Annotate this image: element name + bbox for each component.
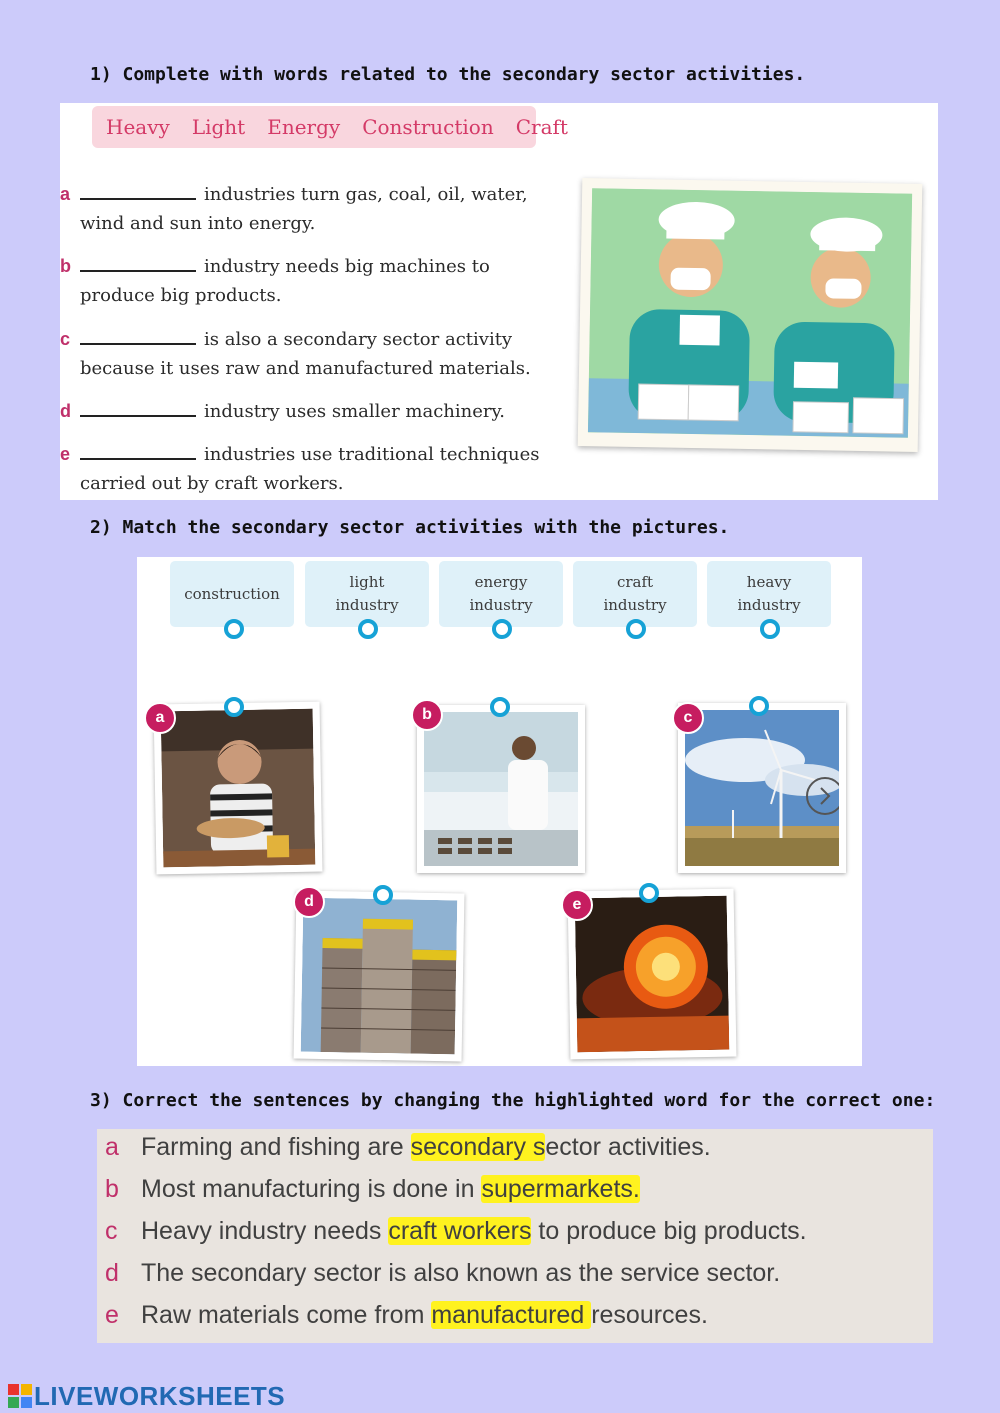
sentence-text: industry needs big machines to (204, 256, 490, 277)
correction-sentence-a (105, 1133, 711, 1162)
building-construction-photo-icon (301, 898, 458, 1055)
tag-label: industry (737, 596, 801, 614)
tag-label: construction (184, 584, 280, 603)
sentence-a (60, 180, 550, 238)
sentence-text: produce big products. (80, 285, 282, 306)
highlighted-word: craft workers (388, 1217, 532, 1245)
word-bank-item: Light (191, 115, 246, 139)
match-dot-picture-a[interactable] (224, 697, 244, 717)
sentence-letter: a (60, 184, 71, 204)
picture-a (154, 702, 323, 875)
sentence-text: resources. (591, 1301, 708, 1329)
sentence-text: is also a secondary sector activity (204, 329, 513, 350)
match-dot-picture-b[interactable] (490, 697, 510, 717)
tag-label: craft (616, 573, 654, 591)
sentence-letter: d (105, 1259, 119, 1287)
sentence-text: to produce big products. (531, 1217, 807, 1245)
sentence-text: because it uses raw and manufactured materials. (80, 358, 531, 379)
sentence-text: industries use traditional techniques (204, 444, 540, 465)
match-dot-craft-industry[interactable] (626, 619, 646, 639)
correction-sentence-b (105, 1175, 640, 1204)
section2-panel (137, 557, 862, 1066)
picture-label-d: d (293, 886, 325, 918)
word-bank-item: Heavy (106, 115, 170, 139)
sentence-text: Farming and fishing are (141, 1133, 411, 1161)
sentence-letter: a (105, 1133, 119, 1161)
sentence-text: Most manufacturing is done in (141, 1175, 482, 1203)
match-dot-picture-e[interactable] (639, 883, 659, 903)
word-bank-item: Craft (515, 115, 568, 139)
tag-energy-industry (439, 561, 563, 627)
section3-panel (97, 1129, 933, 1343)
correction-sentence-c (105, 1217, 807, 1246)
picture-label-a: a (144, 702, 176, 734)
sentence-e (60, 440, 550, 498)
factory-workers-illustration (578, 178, 923, 452)
tag-label: industry (335, 596, 399, 614)
sentence-text: wind and sun into energy. (80, 213, 316, 234)
tag-heavy-industry (707, 561, 831, 627)
sentence-text: The secondary sector is also known as the service sector. (141, 1259, 781, 1287)
word-bank-item: Construction (362, 115, 494, 139)
highlighted-word: manufactured (431, 1301, 592, 1329)
picture-label-e: e (561, 889, 593, 921)
answer-blank-b[interactable] (80, 252, 196, 272)
factory-worker-photo-icon (424, 712, 578, 866)
picture-b (417, 705, 585, 873)
factory-workers-icon (588, 188, 912, 438)
tag-label: energy (474, 573, 528, 591)
tag-craft-industry (573, 561, 697, 627)
sentence-text: industries turn gas, coal, oil, water, (204, 184, 528, 205)
liveworksheets-logo (8, 1381, 285, 1412)
word-bank-item: Energy (267, 115, 341, 139)
match-dot-light-industry[interactable] (358, 619, 378, 639)
tag-label: heavy (746, 573, 792, 591)
sentence-letter: b (105, 1175, 119, 1203)
craft-worker-photo-icon (161, 709, 316, 868)
match-dot-heavy-industry[interactable] (760, 619, 780, 639)
sentence-text: Raw materials come from (141, 1301, 432, 1329)
sentence-letter: d (60, 401, 71, 421)
correction-sentence-e (105, 1301, 708, 1330)
tag-light-industry (305, 561, 429, 627)
sentence-letter: b (60, 256, 71, 276)
sentence-letter: e (60, 444, 71, 464)
tag-construction (170, 561, 294, 627)
sentence-letter: c (105, 1217, 118, 1245)
tag-label: light (349, 573, 385, 591)
picture-label-c: c (672, 702, 704, 734)
picture-d (294, 891, 465, 1062)
section2-heading: 2) Match the secondary sector activities with the pictures. (90, 517, 730, 538)
picture-label-b: b (411, 699, 443, 731)
sentence-letter: c (60, 329, 71, 349)
logo-text: LIVEWORKSHEETS (34, 1381, 286, 1411)
steel-coil-photo-icon (575, 896, 730, 1053)
picture-c (678, 703, 846, 873)
sentence-d (60, 397, 550, 426)
sentence-text: industry uses smaller machinery. (204, 401, 505, 422)
answer-blank-e[interactable] (80, 440, 196, 460)
sentence-text: ector activities. (545, 1133, 711, 1161)
tag-label: industry (469, 596, 533, 614)
answer-blank-a[interactable] (80, 180, 196, 200)
match-dot-picture-d[interactable] (373, 885, 393, 905)
tag-label: industry (603, 596, 667, 614)
section1-heading: 1) Complete with words related to the secondary sector activities. (90, 64, 806, 85)
liveworksheets-logo-icon (8, 1384, 32, 1408)
correction-sentence-d (105, 1259, 780, 1288)
wind-turbines-photo-icon (685, 710, 839, 866)
match-dot-energy-industry[interactable] (492, 619, 512, 639)
sentence-c (60, 325, 550, 383)
match-dot-construction[interactable] (224, 619, 244, 639)
sentence-text: Heavy industry needs (141, 1217, 389, 1245)
section1-panel (60, 103, 938, 500)
sentence-text: carried out by craft workers. (80, 473, 344, 494)
highlighted-word: secondary s (410, 1133, 546, 1161)
picture-e (568, 889, 737, 1060)
match-dot-picture-c[interactable] (749, 696, 769, 716)
sentence-b (60, 252, 550, 310)
word-bank (92, 106, 568, 148)
sentence-letter: e (105, 1301, 119, 1329)
section3-heading: 3) Correct the sentences by changing the highlighted word for the correct one: (90, 1090, 936, 1111)
highlighted-word: supermarkets. (481, 1175, 640, 1203)
answer-blank-d[interactable] (80, 397, 196, 417)
answer-blank-c[interactable] (80, 325, 196, 345)
